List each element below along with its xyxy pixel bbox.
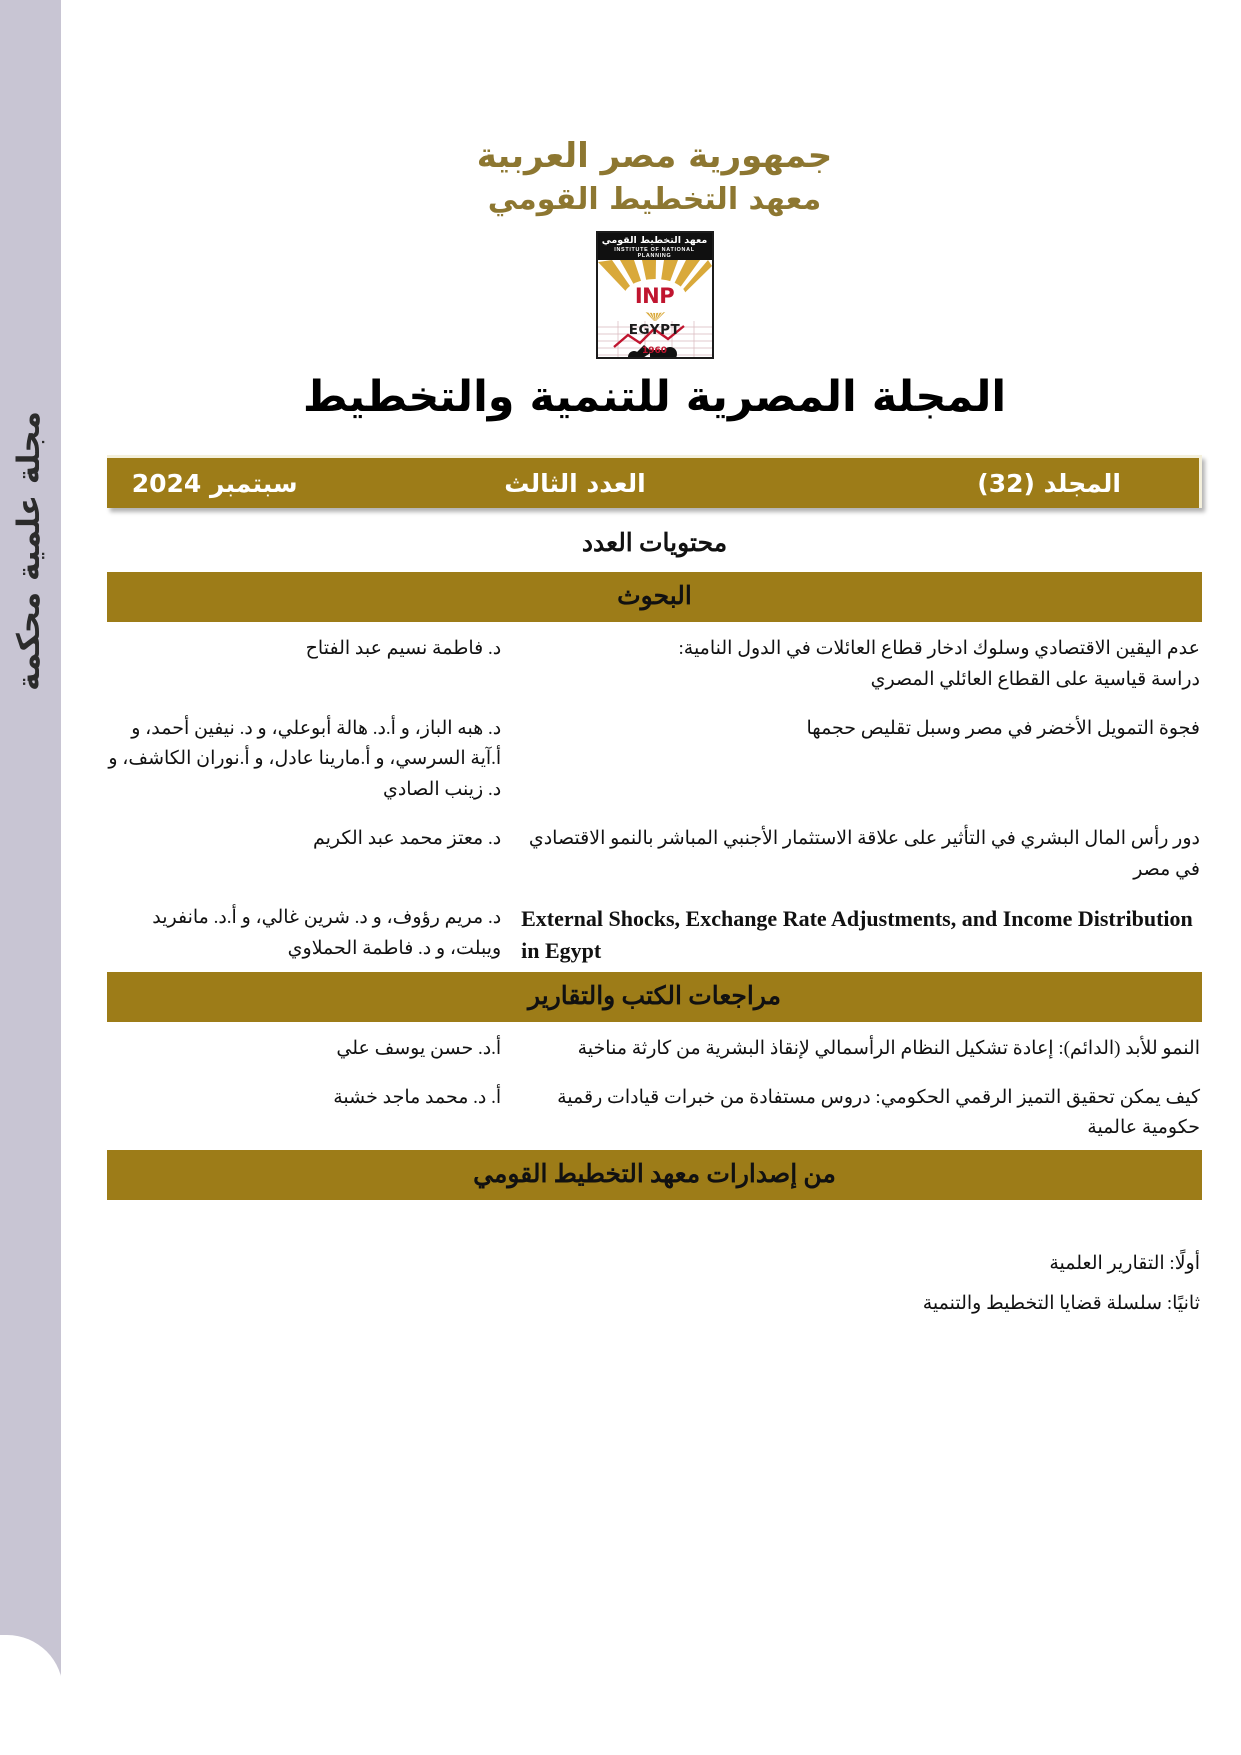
article-title: External Shocks, Exchange Rate Adjustments, and Income Distribution in Egypt bbox=[522, 906, 1194, 963]
journal-title: المجلة المصرية للتنمية والتخطيط bbox=[303, 372, 1008, 422]
logo-year-text: 1960 bbox=[642, 345, 669, 356]
publications-list bbox=[108, 1244, 1203, 1324]
toc-row[interactable] bbox=[108, 1022, 1203, 1071]
publication-item: أولًا: التقارير العلمية bbox=[1050, 1253, 1201, 1275]
institute-name: معهد التخطيط القومي bbox=[488, 181, 823, 217]
article-title: عدم اليقين الاقتصادي وسلوك ادخار قطاع العائلات في الدول النامية: دراسة قياسية على القطاع العائلي المصري bbox=[679, 638, 1201, 690]
country-name: جمهورية مصر العربية bbox=[477, 136, 834, 176]
article-title: دور رأس المال البشري في التأثير على علاقة الاستثمار الأجنبي المباشر بالنمو الاقتصادي في مصر bbox=[529, 827, 1201, 880]
article-authors: د. فاطمة نسيم عبد الفتاح bbox=[306, 638, 503, 659]
section-rows bbox=[108, 1022, 1203, 1150]
article-authors: د. معتز محمد عبد الكريم bbox=[313, 827, 503, 849]
article-title: فجوة التمويل الأخضر في مصر وسبل تقليص حجمها bbox=[807, 717, 1201, 739]
banner-issue: العدد الثالث bbox=[505, 468, 647, 498]
logo-country-text: EGYPT bbox=[629, 321, 682, 338]
logo-header-band bbox=[599, 233, 713, 260]
section-heading: البحوث bbox=[108, 572, 1203, 622]
banner-date: سبتمبر 2024 bbox=[132, 468, 299, 498]
left-decorative-strip bbox=[0, 0, 62, 1660]
article-title: النمو للأبد (الدائم): إعادة تشكيل النظام الرأسمالي لإنقاذ البشرية من كارثة مناخية bbox=[578, 1037, 1201, 1059]
toc-row[interactable] bbox=[108, 702, 1203, 812]
logo-frame bbox=[597, 231, 715, 359]
contents-heading: محتويات العدد bbox=[582, 530, 729, 557]
publication-item: ثانيًا: سلسلة قضايا التخطيط والتنمية bbox=[923, 1293, 1201, 1315]
table-of-contents bbox=[108, 572, 1203, 1324]
article-authors: أ. د. محمد ماجد خشبة bbox=[334, 1086, 503, 1108]
section-rows bbox=[108, 622, 1203, 972]
section-heading: مراجعات الكتب والتقارير bbox=[108, 972, 1203, 1022]
section-heading: من إصدارات معهد التخطيط القومي bbox=[108, 1150, 1203, 1200]
side-strip-label: مجلة علمية محكمة bbox=[12, 411, 48, 691]
toc-row[interactable] bbox=[108, 891, 1203, 971]
page-content bbox=[70, 0, 1241, 1755]
logo-english-text: INSTITUTE OF NATIONAL PLANNING bbox=[615, 246, 696, 259]
masthead bbox=[70, 135, 1241, 359]
logo-acronym: INP bbox=[625, 279, 687, 313]
volume-banner bbox=[108, 455, 1203, 508]
toc-row[interactable] bbox=[108, 812, 1203, 892]
article-title: كيف يمكن تحقيق التميز الرقمي الحكومي: دروس مستفادة من خبرات قيادات رقمية حكومية عالمية bbox=[558, 1086, 1201, 1139]
banner-volume: المجلد (32) bbox=[978, 468, 1122, 498]
logo-arabic-text: معهد التخطيط القومي bbox=[602, 234, 709, 246]
article-authors: د. هبه الباز، و أ.د. هالة أبوعلي، و د. نيفين أحمد، و أ.آية السرسي، و أ.مارينا عادل، و أ.نوران الكاشف، و د. زينب الصادي bbox=[109, 717, 503, 801]
toc-row[interactable] bbox=[108, 622, 1203, 702]
article-authors: د. مريم رؤوف، و د. شرين غالي، و أ.د. مانفريد ويبلت، و د. فاطمة الحملاوي bbox=[153, 907, 503, 960]
article-authors: أ.د. حسن يوسف علي bbox=[337, 1037, 503, 1059]
inp-logo bbox=[597, 231, 715, 359]
logo-lower-panel bbox=[599, 321, 713, 357]
toc-row[interactable] bbox=[108, 1071, 1203, 1151]
